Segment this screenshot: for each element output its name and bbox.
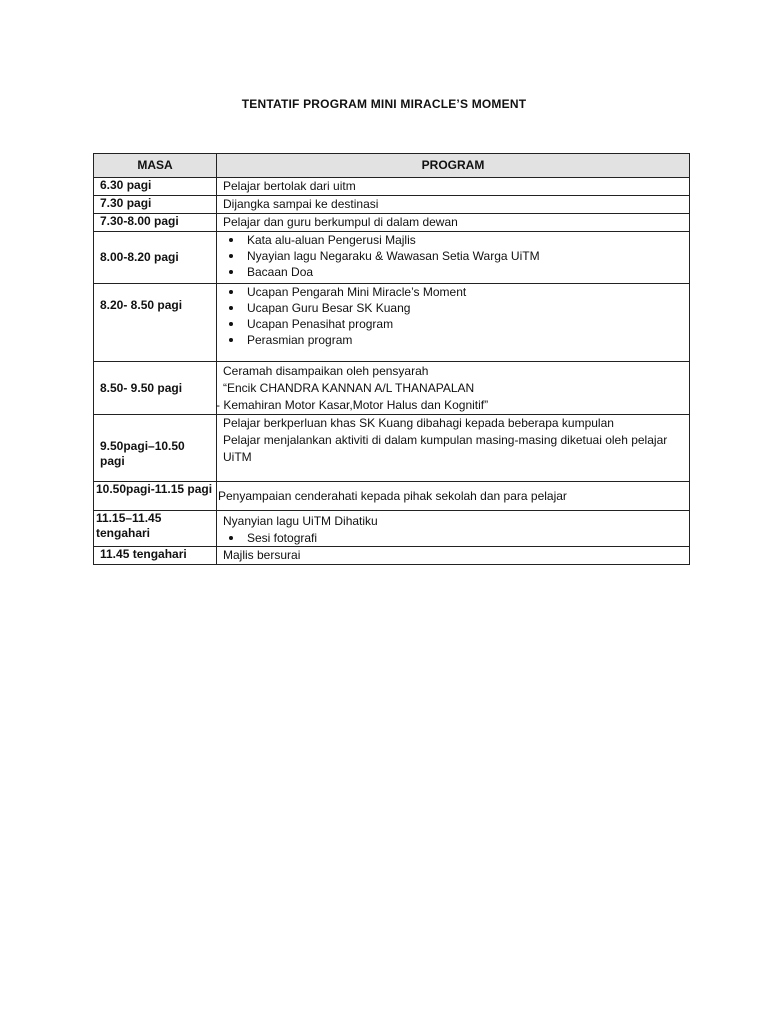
table-row <box>94 547 690 565</box>
program-cell <box>217 214 690 232</box>
table-header-row <box>94 154 690 178</box>
program-bullet-list <box>223 232 683 280</box>
masa-cell: 6.30 pagi <box>94 178 217 196</box>
table-row <box>94 178 690 196</box>
table-row <box>94 284 690 362</box>
program-cell <box>217 511 690 547</box>
program-cell <box>217 178 690 196</box>
program-line: Pelajar menjalankan aktiviti di dalam kumpulan masing-masing diketuai oleh pelajar UiTM <box>223 433 668 464</box>
program-cell <box>217 362 690 415</box>
table-row <box>94 232 690 284</box>
program-cell <box>217 284 690 362</box>
masa-cell: 8.50- 9.50 pagi <box>94 362 217 415</box>
page-title: TENTATIF PROGRAM MINI MIRACLE’S MOMENT <box>241 97 527 111</box>
program-cell <box>217 196 690 214</box>
table-row <box>94 415 690 482</box>
program-cell <box>217 547 690 565</box>
column-header-masa: MASA <box>94 154 217 178</box>
program-bullet: Nyayian lagu Negaraku & Wawasan Setia Warga UiTM <box>223 248 683 264</box>
table-row <box>94 196 690 214</box>
schedule-table <box>93 153 690 565</box>
program-cell <box>217 232 690 284</box>
masa-cell: 7.30 pagi <box>94 196 217 214</box>
program-line: Pelajar dan guru berkumpul di dalam dewan <box>223 215 458 229</box>
program-bullet: Ucapan Penasihat program <box>223 316 683 332</box>
program-bullet-list <box>223 284 683 348</box>
program-line: Pelajar bertolak dari uitm <box>223 179 356 193</box>
masa-cell: 11.45 tengahari <box>94 547 217 565</box>
masa-cell: 9.50pagi–10.50 pagi <box>94 415 217 482</box>
masa-cell: 8.00-8.20 pagi <box>94 232 217 284</box>
program-bullet: Perasmian program <box>223 332 683 348</box>
table-row <box>94 482 690 511</box>
program-line: Dijangka sampai ke destinasi <box>223 197 379 211</box>
column-header-program: PROGRAM <box>217 154 690 178</box>
masa-cell: 7.30-8.00 pagi <box>94 214 217 232</box>
table-row <box>94 214 690 232</box>
program-bullet: Bacaan Doa <box>223 264 683 280</box>
masa-cell: 10.50pagi-11.15 pagi <box>94 482 217 511</box>
program-line: Penyampaian cenderahati kepada pihak sekolah dan para pelajar <box>218 488 567 503</box>
masa-cell: 11.15–11.45 tengahari <box>94 511 217 547</box>
program-line: Pelajar berkperluan khas SK Kuang dibahagi kepada beberapa kumpulan <box>223 416 614 430</box>
program-cell <box>217 415 690 482</box>
program-bullet-list <box>223 530 683 546</box>
program-bullet: Kata alu-aluan Pengerusi Majlis <box>223 232 683 248</box>
program-bullet: Sesi fotografi <box>223 530 683 546</box>
program-line: “Encik CHANDRA KANNAN A/L THANAPALAN <box>223 381 475 395</box>
program-bullet: Ucapan Pengarah Mini Miracle’s Moment <box>223 284 683 300</box>
program-bullet: Ucapan Guru Besar SK Kuang <box>223 300 683 316</box>
masa-cell: 8.20- 8.50 pagi <box>94 284 217 362</box>
program-line: - Kemahiran Motor Kasar,Motor Halus dan Kognitif” <box>216 398 489 412</box>
table-row <box>94 362 690 415</box>
program-cell <box>217 482 690 511</box>
program-line: Nyanyian lagu UiTM Dihatiku <box>223 514 378 528</box>
program-line: Majlis bersurai <box>223 548 301 562</box>
program-line: Ceramah disampaikan oleh pensyarah <box>223 364 429 378</box>
table-row <box>94 511 690 547</box>
